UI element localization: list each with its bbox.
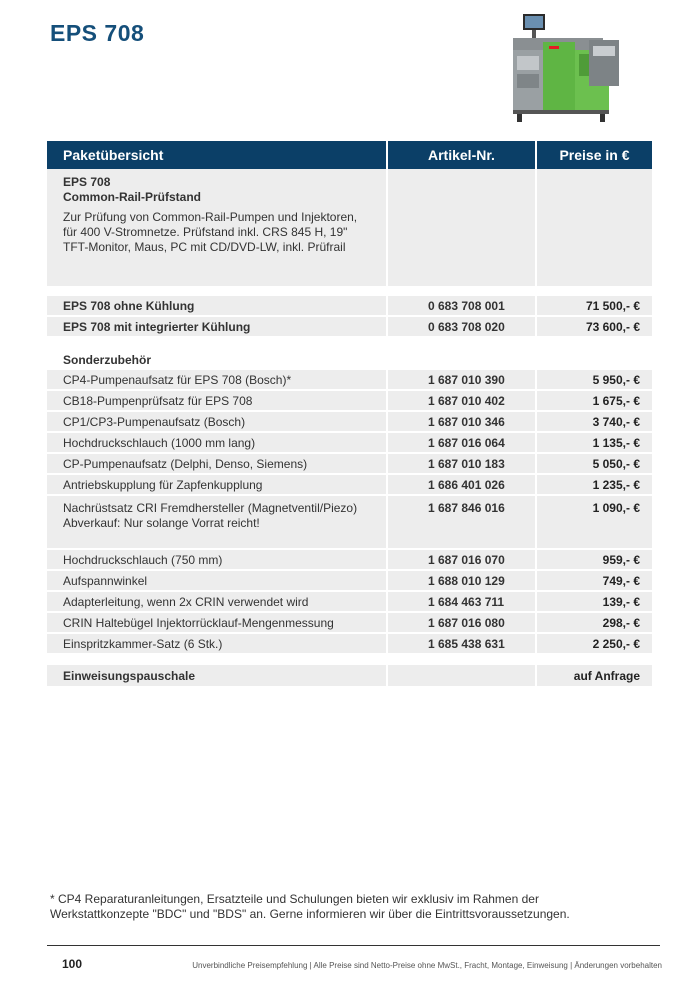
- item-article: 1 687 010 346: [388, 412, 535, 431]
- retrofit-line: Nachrüstsatz CRI Fremdhersteller (Magnetventil/Piezo): [63, 501, 358, 515]
- table-row: [47, 317, 653, 336]
- training-price: auf Anfrage: [537, 665, 652, 686]
- item-name: Antriebskupplung für Zapfenkupplung: [47, 475, 386, 494]
- retrofit-note: Abverkauf: Nur solange Vorrat reicht!: [63, 516, 260, 530]
- product-subtitle: Common-Rail-Prüfstand: [63, 190, 201, 204]
- item-article: 1 687 010 390: [388, 370, 535, 389]
- item-name: EPS 708 mit integrierter Kühlung: [47, 317, 386, 336]
- item-name: CP-Pumpenaufsatz (Delphi, Denso, Siemens): [47, 454, 386, 473]
- item-price: 5 950,- €: [537, 370, 652, 389]
- accessories-heading-row: [47, 338, 653, 370]
- table-row: [47, 296, 653, 315]
- item-article: 1 685 438 631: [388, 634, 535, 653]
- table-row: [47, 475, 653, 494]
- table-row: [47, 370, 653, 389]
- footer-divider: [47, 945, 660, 946]
- item-price: 749,- €: [537, 571, 652, 590]
- item-name: Aufspannwinkel: [47, 571, 386, 590]
- item-article: 1 687 016 064: [388, 433, 535, 452]
- item-name: CB18-Pumpenprüfsatz für EPS 708: [47, 391, 386, 410]
- accessories-heading: Sonderzubehör: [63, 353, 152, 367]
- item-article: 1 687 010 402: [388, 391, 535, 410]
- item-price: 1 090,- €: [537, 496, 652, 548]
- item-name: Einspritzkammer-Satz (6 Stk.): [47, 634, 386, 653]
- item-name: Hochdruckschlauch (1000 mm lang): [47, 433, 386, 452]
- description-line: Zur Prüfung von Common-Rail-Pumpen und Injektoren,: [63, 210, 358, 224]
- table-row: [47, 391, 653, 410]
- table-row: [47, 496, 653, 548]
- item-price: 5 050,- €: [537, 454, 652, 473]
- footnote: [50, 892, 650, 922]
- item-article: 1 686 401 026: [388, 475, 535, 494]
- footnote-line: * CP4 Reparaturanleitungen, Ersatzteile und Schulungen bieten wir exklusiv im Rahmen der: [50, 892, 539, 906]
- item-name: EPS 708 ohne Kühlung: [47, 296, 386, 315]
- intro-cell: [47, 169, 386, 286]
- item-article: 1 687 010 183: [388, 454, 535, 473]
- item-price: 3 740,- €: [537, 412, 652, 431]
- product-description: [63, 210, 378, 255]
- header-price: Preise in €: [537, 141, 652, 169]
- spacer: [47, 288, 653, 296]
- item-price: 959,- €: [537, 550, 652, 569]
- item-name: CP1/CP3-Pumpenaufsatz (Bosch): [47, 412, 386, 431]
- footnote-line: Werkstattkonzepte "BDC" und "BDS" an. Gerne informieren wir über die Eintrittsvoraussetzungen.: [50, 907, 570, 921]
- table-row: [47, 412, 653, 431]
- item-article: 1 687 846 016: [388, 496, 535, 548]
- item-article: 1 687 016 070: [388, 550, 535, 569]
- item-name: CP4-Pumpenaufsatz für EPS 708 (Bosch)*: [47, 370, 386, 389]
- item-name: Hochdruckschlauch (750 mm): [47, 550, 386, 569]
- intro-article: [388, 169, 535, 286]
- item-article: 1 684 463 711: [388, 592, 535, 611]
- item-price: 1 235,- €: [537, 475, 652, 494]
- page-title: EPS 708: [50, 20, 145, 46]
- item-name: Adapterleitung, wenn 2x CRIN verwendet wird: [47, 592, 386, 611]
- intro-price: [537, 169, 652, 286]
- intro-row: [47, 169, 653, 286]
- item-price: 2 250,- €: [537, 634, 652, 653]
- item-article: 1 687 016 080: [388, 613, 535, 632]
- footer-disclaimer: Unverbindliche Preisempfehlung | Alle Preise sind Netto-Preise ohne MwSt., Fracht, Montage, Einweisung | Änderungen vorbehalten: [192, 961, 662, 970]
- table-header: [47, 141, 653, 169]
- header-package: Paketübersicht: [47, 141, 386, 169]
- item-price: 298,- €: [537, 613, 652, 632]
- training-article: [388, 665, 535, 686]
- test-bench-image: [505, 12, 625, 130]
- item-name: CRIN Haltebügel Injektorrücklauf-Mengenmessung: [47, 613, 386, 632]
- table-row: [47, 592, 653, 611]
- page-number: 100: [62, 957, 83, 971]
- item-price: 139,- €: [537, 592, 652, 611]
- header-article: Artikel-Nr.: [388, 141, 535, 169]
- table-row: [47, 613, 653, 632]
- item-article: 0 683 708 020: [388, 317, 535, 336]
- item-article: 0 683 708 001: [388, 296, 535, 315]
- item-name: [47, 496, 386, 548]
- item-price: 1 675,- €: [537, 391, 652, 410]
- table-row: [47, 634, 653, 653]
- training-name: Einweisungspauschale: [47, 665, 386, 686]
- table-row: [47, 433, 653, 452]
- description-line: für 400 V-Stromnetze. Prüfstand inkl. CRS 845 H, 19": [63, 225, 348, 239]
- description-line: TFT-Monitor, Maus, PC mit CD/DVD-LW, inkl. Prüfrail: [63, 240, 346, 254]
- item-price: 1 135,- €: [537, 433, 652, 452]
- product-name: EPS 708: [63, 175, 111, 189]
- item-price: 73 600,- €: [537, 317, 652, 336]
- table-row: [47, 454, 653, 473]
- price-table: [47, 141, 653, 686]
- training-row: [47, 665, 653, 686]
- item-price: 71 500,- €: [537, 296, 652, 315]
- table-row: [47, 571, 653, 590]
- table-row: [47, 550, 653, 569]
- item-article: 1 688 010 129: [388, 571, 535, 590]
